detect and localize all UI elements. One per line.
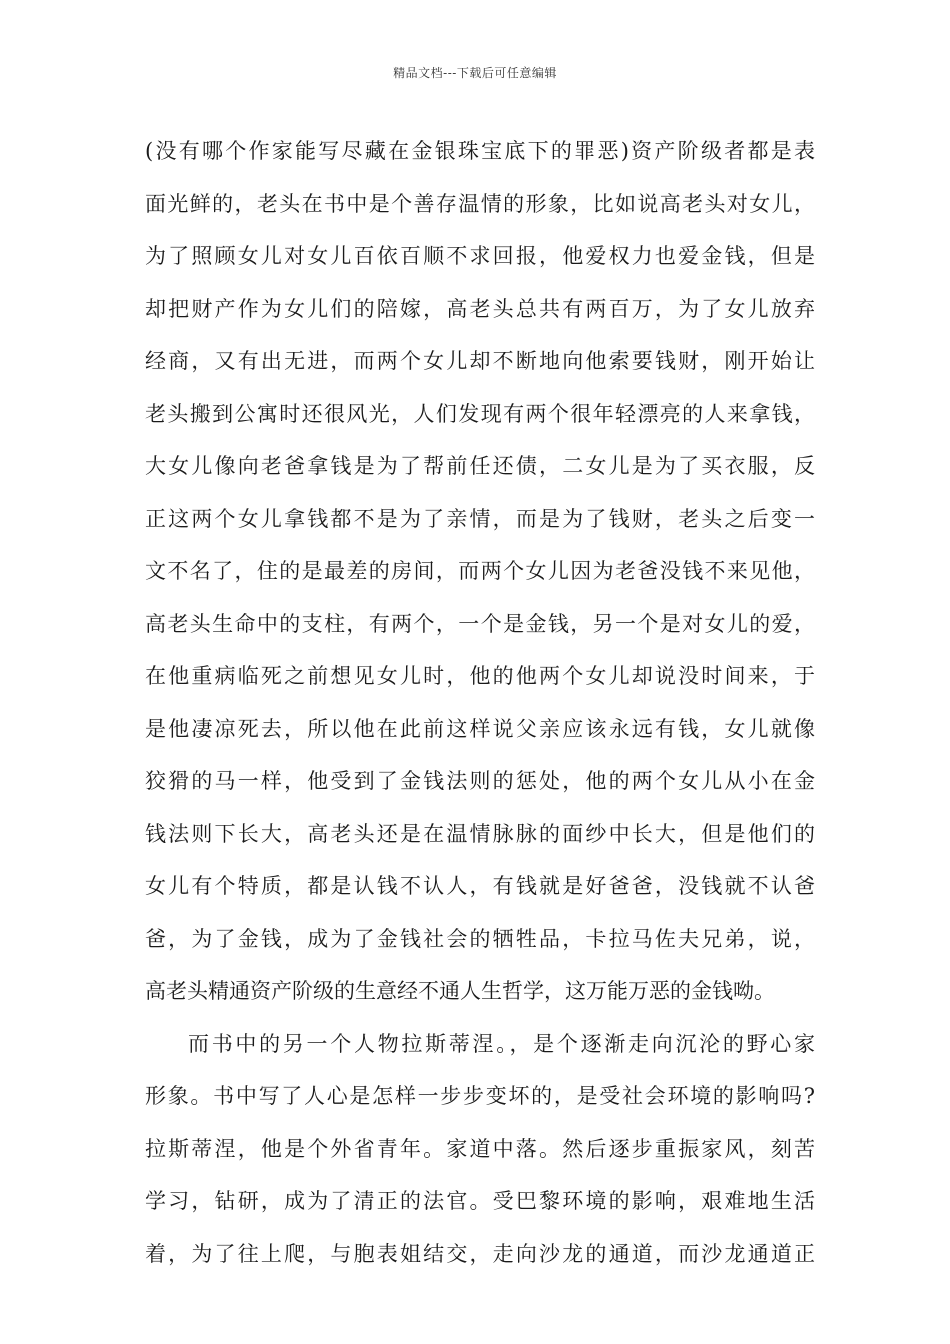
text-line: 而书中的另一个人物拉斯蒂涅。，是个逐渐走向沉沦的野心家 — [188, 1031, 815, 1056]
text-line: 高老头精通资产阶级的生意经不通人生哲学，这万能万恶的金钱呦。 — [145, 979, 775, 1003]
page-header: 精品文档---下载后可任意编辑 — [393, 66, 557, 80]
text-line: 却把财产作为女儿们的陪嫁，高老头总共有两百万，为了女儿放弃 — [145, 296, 815, 321]
text-line: 形象。书中写了人心是怎样一步步变坏的，是受社会环境的影响吗? — [145, 1084, 815, 1108]
document-body — [145, 128, 815, 1283]
text-line: 拉斯蒂涅，他是个外省青年。家道中落。然后逐步重振家风，刻苦 — [145, 1136, 815, 1161]
text-line: 女儿有个特质，都是认钱不认人，有钱就是好爸爸，没钱就不认爸 — [145, 874, 815, 898]
text-line: 正这两个女儿拿钱都不是为了亲情，而是为了钱财，老头之后变一 — [145, 506, 815, 531]
text-line: 文不名了，住的是最差的房间，而两个女儿因为老爸没钱不来见他， — [145, 559, 815, 583]
text-line: 是他凄凉死去，所以他在此前这样说父亲应该永远有钱，女儿就像 — [145, 716, 815, 741]
text-line: 高老头生命中的支柱，有两个，一个是金钱，另一个是对女儿的爱， — [145, 611, 815, 636]
text-line: 学习，钻研，成为了清正的法官。受巴黎环境的影响，艰难地生活 — [145, 1189, 815, 1213]
text-line: 面光鲜的，老头在书中是个善存温情的形象，比如说高老头对女儿， — [145, 191, 815, 216]
text-line: 为了照顾女儿对女儿百依百顺不求回报，他爱权力也爱金钱，但是 — [145, 244, 815, 268]
text-line: 爸，为了金钱，成为了金钱社会的牺牲品，卡拉马佐夫兄弟，说， — [145, 926, 815, 951]
text-line: 在他重病临死之前想见女儿时，他的他两个女儿却说没时间来，于 — [145, 664, 815, 688]
text-line: 着，为了往上爬，与胞表姐结交，走向沙龙的通道，而沙龙通道正 — [145, 1241, 815, 1266]
text-line: 狡猾的马一样，他受到了金钱法则的惩处，他的两个女儿从小在金 — [145, 769, 815, 793]
text-line: 大女儿像向老爸拿钱是为了帮前任还债，二女儿是为了买衣服，反 — [145, 454, 815, 478]
text-line: 钱法则下长大，高老头还是在温情脉脉的面纱中长大，但是他们的 — [145, 821, 815, 846]
paragraph-2 — [145, 1021, 815, 1284]
text-line: 经商，又有出无进，而两个女儿却不断地向他索要钱财，刚开始让 — [145, 349, 815, 373]
text-line: 老头搬到公寓时还很风光，人们发现有两个很年轻漂亮的人来拿钱， — [145, 401, 815, 426]
text-line: (没有哪个作家能写尽藏在金银珠宝底下的罪恶)资产阶级者都是表 — [145, 139, 815, 163]
paragraph-1 — [145, 128, 815, 1021]
